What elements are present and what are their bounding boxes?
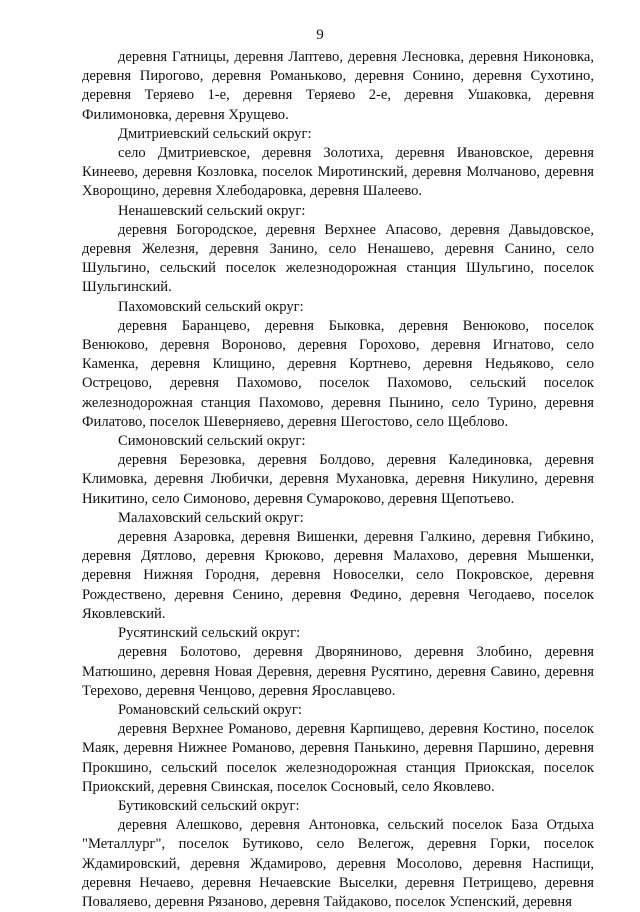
district-heading: Романовский сельский округ: [118,701,302,718]
district-heading: Симоновский сельский округ: [118,433,306,450]
list-paragraph: деревня Березовка, деревня Болдово, деревня Калединовка, деревня Климовка, деревня Любички, деревня Мухановка, деревня Никулино, деревня Никитино, село Симоново, деревня Сумароково, деревня Щепотьево. [82,452,594,507]
list-paragraph: село Дмитриевское, деревня Золотиха, деревня Ивановское, деревня Кинеево, деревня Козловка, поселок Миротинский, деревня Молчаново, деревня Хворощино, деревня Хлебодаровка, деревня Шалеево. [82,145,594,200]
district-heading: Ненашевский сельский округ: [118,202,306,219]
list-paragraph: деревня Азаровка, деревня Вишенки, деревня Галкино, деревня Гибкино, деревня Дятлово, деревня Крюково, деревня Малахово, деревня Мышенки, деревня Нижняя Городня, деревня Новоселки, село Покровское, деревня Рождествено, деревня Сенино, деревня Федино, деревня Чегодаево, поселок Яковлевский. [82,529,594,622]
list-paragraph: деревня Гатницы, деревня Лаптево, деревня Лесновка, деревня Никоновка, деревня Пирогово, деревня Романьково, деревня Сонино, деревня Сухотино, деревня Теряево 1-е, деревня Теряево 2-е, деревня Ушаковка, деревня Филимоновка, деревня Хрущево. [82,49,594,123]
list-paragraph: деревня Алешково, деревня Антоновка, сельский поселок База Отдыха "Металлург", поселок Бутиково, село Велегож, деревня Горки, поселок Ждамировский, деревня Ждамирово, деревня Мосолово, деревня Наспищи, деревня Нечаево, деревня Нечаевские Выселки, деревня Петрищево, деревня Поваляево, деревня Рязаново, деревня Тайдаково, поселок Успенский, деревня [82,817,594,910]
list-paragraph: деревня Болотово, деревня Дворянинoво, деревня Злобино, деревня Матюшино, деревня Новая Деревня, деревня Русятино, деревня Савино, деревня Терехово, деревня Ченцово, деревня Ярославцево. [82,644,594,699]
district-heading: Бутиковский сельский округ: [118,797,300,814]
district-heading: Пахомовский сельский округ: [118,298,304,315]
list-paragraph: деревня Богородское, деревня Верхнее Апасово, деревня Давыдовское, деревня Железня, деревня Занино, село Ненашево, деревня Санино, село Шульгино, сельский поселок железнодорожная станция Шульгино, поселок Шульгинский. [82,221,594,296]
document-body [82,48,594,912]
district-heading: Русятинский сельский округ: [118,625,301,642]
list-paragraph: деревня Верхнее Романово, деревня Карпищево, деревня Костино, поселок Маяк, деревня Нижнее Романово, деревня Панькино, деревня Паршино, деревня Прокшино, сельский поселок железнодорожная станция Приокская, поселок Приокский, деревня Свинская, поселок Сосновый, село Яковлево. [82,721,594,795]
list-paragraph: деревня Баранцево, деревня Быковка, деревня Венюково, поселок Венюково, деревня Вороново, деревня Горохово, деревня Игнатово, село Каменка, деревня Клищино, деревня Кортнево, деревня Недьяково, село Острецово, деревня Пахомово, поселок Пахомово, сельский поселок железнодорожная станция Пахомово, деревня Пынино, село Турино, деревня Филатово, поселок Шеверняево, деревня Шегостово, село Щеблово. [82,317,594,430]
district-heading: Малаховский сельский округ: [118,509,304,526]
page-number: 9 [316,27,324,43]
district-heading: Дмитриевский сельский округ: [118,125,312,142]
